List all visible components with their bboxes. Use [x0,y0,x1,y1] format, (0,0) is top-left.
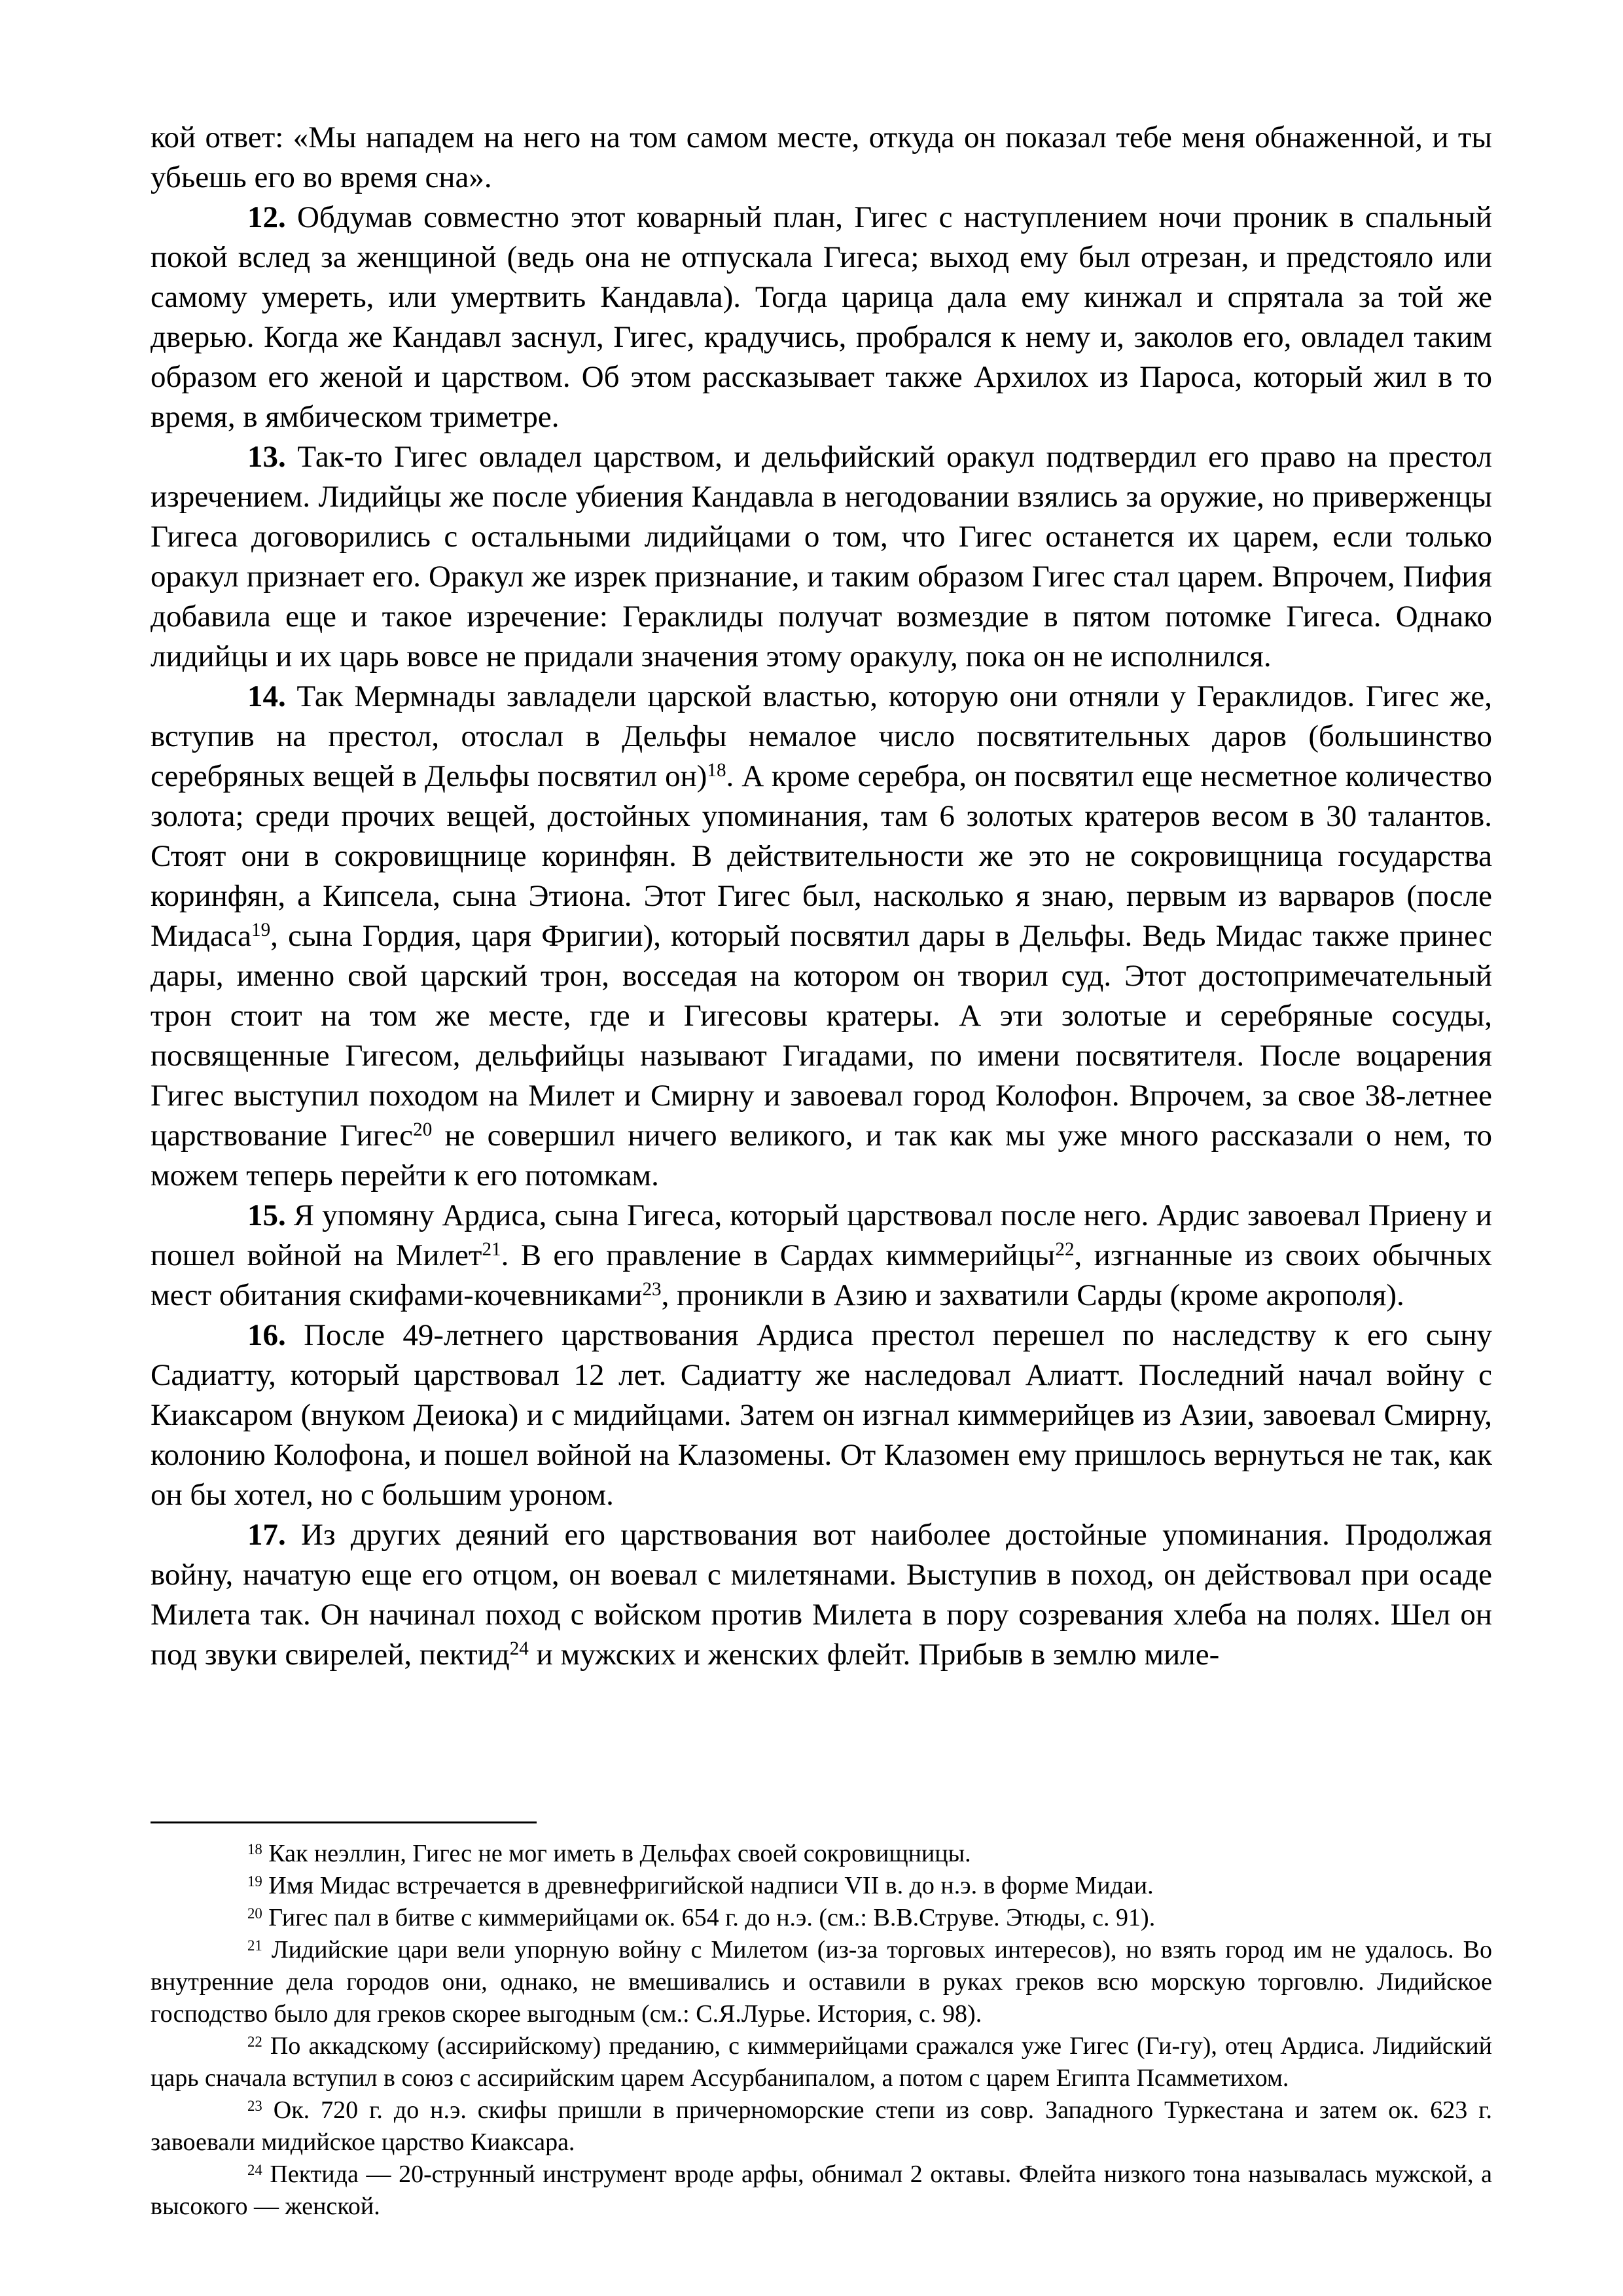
footnote-text: Гигес пал в битве с киммерийцами ок. 654 г. до н.э. (см.: В.В.Струве. Этюды, с. 91). [262,1904,1156,1931]
footnote-number: 22 [247,2033,262,2050]
footnote-18 [151,1838,1492,1870]
footnote-24 [151,2159,1492,2223]
paragraph-text: Так-то Гигес овладел царством, и дельфийский оракул подтвердил его право на престол изречением. Лидийцы же после убиения Кандавла в негодовании взялись за оружие, но приверженцы Гигеса договорились с остальными лидийцами о том, что Гигес останется их царем, если только оракул признает его. Оракул же изрек признание, и таким образом Гигес стал царем. Впрочем, Пифия добавила еще и такое изречение: Гераклиды получат возмездие в пятом потомке Гигеса. Однако лидийцы и их царь вовсе не придали значения этому оракулу, пока он не исполнился. [151,440,1492,673]
footnote-19 [151,1870,1492,1902]
paragraph-15 [151,1196,1492,1316]
footnote-text: Имя Мидас встречается в древнефригийской надписи VII в. до н.э. в форме Мидаи. [262,1872,1154,1899]
paragraph-text: После 49-летнего царствования Ардиса престол перешел по наследству к его сыну Садиатту, который царствовал 12 лет. Садиатту же наследовал Алиатт. Последний начал войну с Киаксаром (внуком Деиока) и с мидийцами. Затем он изгнал киммерийцев из Азии, завоевал Смирну, колонию Колофона, и пошел войной на Клазомены. От Клазомен ему пришлось вернуться не так, как он бы хотел, но с большим уроном. [151,1318,1492,1512]
footnote-text: Ок. 720 г. до н.э. скифы пришли в причерноморские степи из совр. Западного Туркестана и затем ок. 623 г. завоевали мидийское царство Киаксара. [151,2096,1492,2156]
paragraph-16 [151,1316,1492,1515]
paragraph-text: Из других деяний его царствования вот наиболее достойные упоминания. Продолжая войну, начатую еще его отцом, он воевал с милетянами. Выступив в поход, он действовал при осаде Милета так. Он начинал поход с войском против Милета в пору созревания хлеба на полях. Шел он под звуки свирелей, пектид [151,1518,1492,1672]
paragraph-text: Обдумав совместно этот коварный план, Гигес с наступлением ночи проник в спальный покой вслед за женщиной (ведь она не отпускала Гигеса; выход ему был отрезан, и предстояло или самому умереть, или умертвить Кандавла). Тогда царица дала ему кинжал и спрятала за той же дверью. Когда же Кандавл заснул, Гигес, крадучись, пробрался к нему и, заколов его, овладел таким образом его женой и царством. Об этом рассказывает также Архилох из Пароса, который жил в то время, в ямбическом триметре. [151,200,1492,434]
paragraph-text: , изгнанные из своих обычных мест обитания скифами-кочевниками [151,1238,1492,1312]
paragraph-number: 17. [247,1518,286,1552]
footnote-text: Пектида — 20-струнный инструмент вроде арфы, обнимал 2 октавы. Флейта низкого тона называлась мужской, а высокого — женской. [151,2161,1492,2220]
footnote-23 [151,2094,1492,2159]
paragraph-text: Я упомяну Ардиса, сына Гигеса, который царствовал после него. Ардис завоевал Приену и пошел войной на Милет [151,1198,1492,1272]
footnote-text: Как неэллин, Гигес не мог иметь в Дельфах своей сокровищницы. [262,1840,971,1867]
paragraph-text: не совершил ничего великого, и так как мы уже много рассказали о нем, то можем теперь перейти к его потомкам. [151,1119,1492,1193]
footnote-ref-22[interactable]: 22 [1055,1239,1075,1261]
footnote-number: 21 [247,1937,262,1954]
paragraph-text: кой ответ: «Мы нападем на него на том самом месте, откуда он показал тебе меня обнаженной, и ты убьешь его во время сна». [151,120,1492,194]
paragraph-number: 12. [247,200,286,234]
footnote-ref-24[interactable]: 24 [509,1638,529,1660]
footnote-number: 24 [247,2161,262,2178]
paragraph-text: . В его правление в Сардах киммерийцы [501,1238,1056,1272]
main-text [151,118,1492,1675]
paragraph-text: . А кроме серебра, он посвятил еще несметное количество золота; среди прочих вещей, достойных упоминания, там 6 золотых кратеров весом в 30 талантов. Стоят они в сокровищнице коринфян. В действительности же это не сокровищница государства коринфян, а Кипсела, сына Этиона. Этот Гигес был, насколько я знаю, первым из варваров (после Мидаса [151,759,1492,953]
footnote-ref-21[interactable]: 21 [482,1239,501,1261]
paragraph-number: 14. [247,679,286,713]
paragraph-number: 16. [247,1318,286,1352]
footnote-divider [151,1821,537,1823]
paragraph-13 [151,437,1492,677]
paragraph-text: и мужских и женских флейт. Прибыв в землю миле- [528,1638,1220,1672]
footnote-text: По аккадскому (ассирийскому) преданию, с киммерийцами сражался уже Гигес (Ги-гу), отец Ардиса. Лидийский царь сначала вступил в союз с ассирийским царем Ассурбанипалом, а потом с царем Египта Псамметихом. [151,2032,1492,2092]
paragraph-17 [151,1515,1492,1675]
paragraph-number: 15. [247,1198,286,1232]
footnote-text: Лидийские цари вели упорную войну с Милетом (из-за торговых интересов), но взять город им не удалось. Во внутренние дела городов они, однако, не вмешивались и оставили в руках греков всю морскую торговлю. Лидийское господство было для греков скорее выгодным (см.: С.Я.Лурье. История, с. 98). [151,1936,1492,2028]
footnote-number: 18 [247,1840,262,1857]
footnote-22 [151,2030,1492,2094]
footnote-number: 23 [247,2097,262,2114]
paragraph-text: , сына Гордия, царя Фригии), который посвятил дары в Дельфы. Ведь Мидас также принес дары, именно свой царский трон, восседая на котором он творил суд. Этот достопримечательный трон стоит на том же месте, где и Гигесовы кратеры. А эти золотые и серебряные сосуды, посвященные Гигесом, дельфийцы называют Гигадами, по имени посвятителя. После воцарения Гигес выступил походом на Милет и Смирну и завоевал город Колофон. Впрочем, за свое 38-летнее царствование Гигес [151,919,1492,1153]
footnotes [151,1838,1492,2223]
paragraph-text: , проникли в Азию и захватили Сарды (кроме акрополя). [661,1278,1404,1312]
paragraph-12 [151,198,1492,437]
footnote-20 [151,1902,1492,1934]
footnote-21 [151,1934,1492,2030]
paragraph-continuation [151,118,1492,198]
footnote-ref-20[interactable]: 20 [413,1119,433,1141]
footnote-number: 19 [247,1873,262,1890]
footnote-ref-19[interactable]: 19 [251,920,271,941]
footnote-ref-18[interactable]: 18 [707,760,726,781]
paragraph-14 [151,677,1492,1196]
paragraph-number: 13. [247,440,286,474]
paragraph-text: Так Мермнады завладели царской властью, которую они отняли у Гераклидов. Гигес же, вступив на престол, отослал в Дельфы немалое число посвятительных даров (большинство серебряных вещей в Дельфы посвятил он) [151,679,1492,793]
footnote-ref-23[interactable]: 23 [642,1279,662,1300]
footnote-number: 20 [247,1905,262,1922]
